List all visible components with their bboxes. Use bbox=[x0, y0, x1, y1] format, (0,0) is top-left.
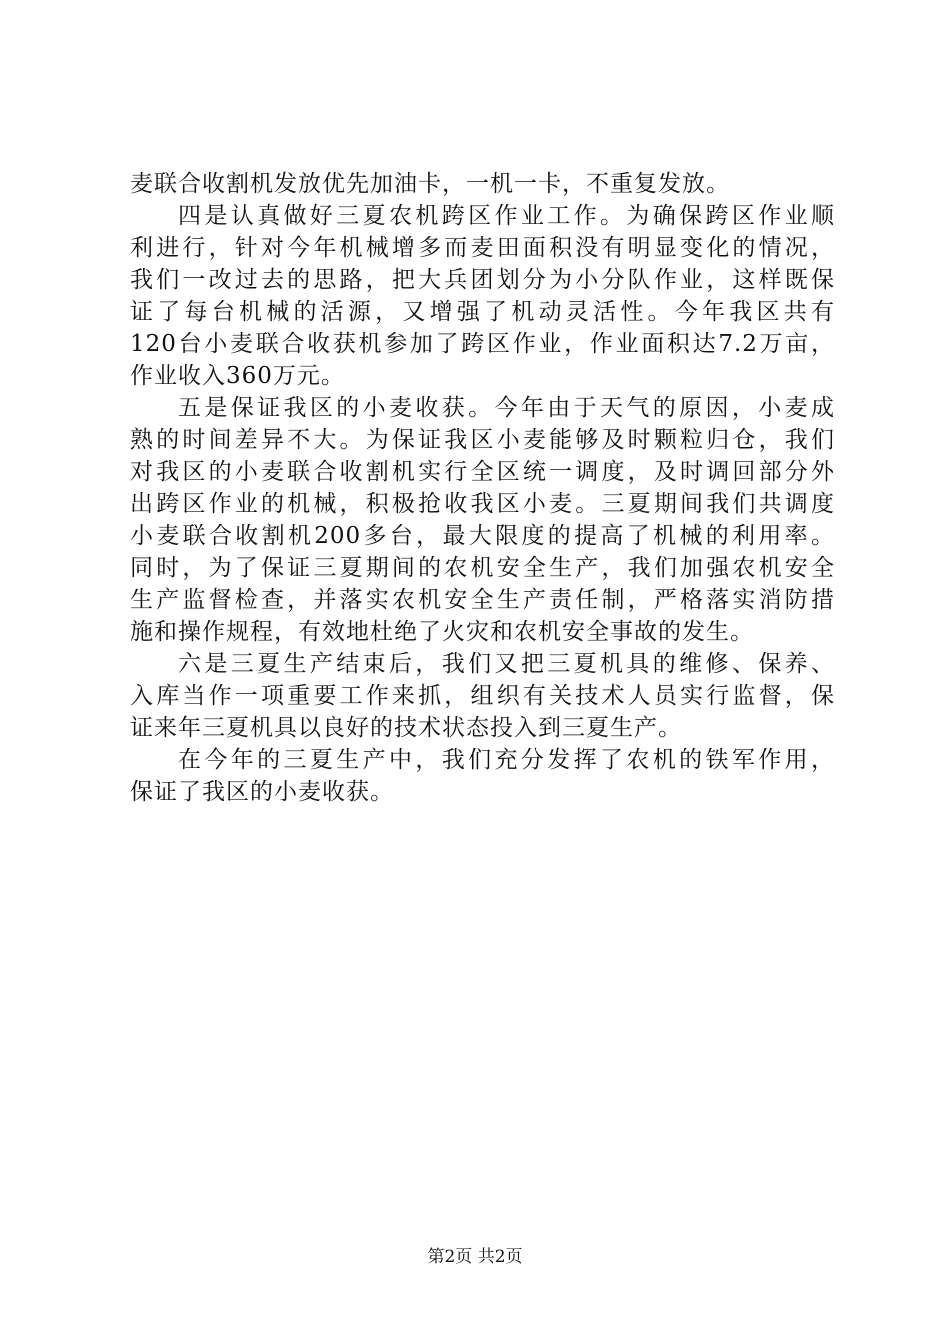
paragraph-start-line: 在今年的三夏生产中，我们充分发挥了农机的铁军作用， bbox=[178, 747, 835, 773]
text-line: 施和操作规程，有效地杜绝了火灾和农机安全事故的发生。 bbox=[130, 619, 754, 645]
text-line: 出跨区作业的机械，积极抢收我区小麦。三夏期间我们共调度 bbox=[130, 491, 835, 517]
text-line: 我们一改过去的思路，把大兵团划分为小分队作业，这样既保 bbox=[130, 267, 835, 293]
paragraph-start-line: 五是保证我区的小麦收获。今年由于天气的原因，小麦成 bbox=[178, 395, 835, 421]
text-line: 对我区的小麦联合收割机实行全区统一调度，及时调回部分外 bbox=[130, 459, 835, 485]
page-number-footer: 第2页 共2页 bbox=[427, 1247, 523, 1267]
paragraph-start-line: 四是认真做好三夏农机跨区作业工作。为确保跨区作业顺 bbox=[178, 203, 835, 229]
text-line: 证来年三夏机具以良好的技术状态投入到三夏生产。 bbox=[130, 715, 682, 741]
text-line: 麦联合收割机发放优先加油卡，一机一卡，不重复发放。 bbox=[130, 171, 730, 197]
text-line: 120台小麦联合收获机参加了跨区作业，作业面积达7.2万亩， bbox=[130, 331, 835, 357]
text-line: 利进行，针对今年机械增多而麦田面积没有明显变化的情况， bbox=[130, 235, 835, 261]
document-body bbox=[130, 168, 835, 808]
text-line: 同时，为了保证三夏期间的农机安全生产，我们加强农机安全 bbox=[130, 555, 835, 581]
paragraph-start-line: 六是三夏生产结束后，我们又把三夏机具的维修、保养、 bbox=[178, 651, 835, 677]
text-line: 熟的时间差异不大。为保证我区小麦能够及时颗粒归仓，我们 bbox=[130, 427, 835, 453]
text-line: 保证了我区的小麦收获。 bbox=[130, 779, 394, 805]
text-line: 证了每台机械的活源，又增强了机动灵活性。今年我区共有 bbox=[130, 299, 835, 325]
text-line: 生产监督检查，并落实农机安全生产责任制，严格落实消防措 bbox=[130, 587, 835, 613]
text-line: 作业收入360万元。 bbox=[130, 363, 345, 389]
text-line: 入库当作一项重要工作来抓，组织有关技术人员实行监督，保 bbox=[130, 683, 835, 709]
text-line: 小麦联合收割机200多台，最大限度的提高了机械的利用率。 bbox=[130, 523, 835, 549]
